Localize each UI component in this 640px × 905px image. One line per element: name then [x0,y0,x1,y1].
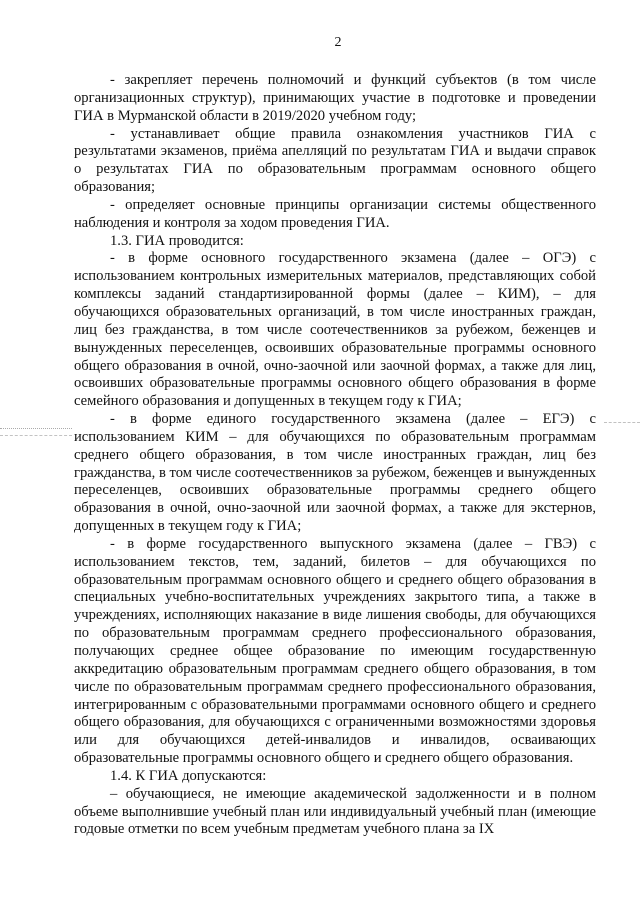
paragraph-ege: - в форме единого государственного экзамена (далее – ЕГЭ) с использованием КИМ – для обучающихся по образовательным программам среднего общего образования, в том числе иностранных граждан, лиц без гражданства, в том числе соотечественников за рубежом, беженцев и вынужденных переселенцев, освоивших образовательные программы среднего общего образования в очной, очно-заочной или заочной формах, а также для экстернов, допущенных в текущем году к ГИА; [74,411,596,535]
section-heading-1-4: 1.4. К ГИА допускаются: [110,767,267,784]
paragraph-observation-principles: - определяет основные принципы организации системы общественного наблюдения и контроля за ходом проведения ГИА. [74,196,596,231]
scan-artifact-left [0,428,72,436]
paragraph-gve: - в форме государственного выпускного экзамена (далее – ГВЭ) с использованием текстов, тем, заданий, билетов – для обучающихся по образовательным программам основного общего и среднего общего образования в специальных учебно-воспитательных учреждениях закрытого типа, а также в учреждениях, исполняющих наказание в виде лишения свободы, для обучающихся по образовательным программам среднего профессионального образования, получающих среднее общее образование по имеющим государственную аккредитацию образовательным программам среднего общего образования, в том числе по образовательным программам среднего профессионального образования, интегрированным с образовательными программами основного общего и среднего общего образования, для обучающихся с ограниченными возможностями здоровья или для обучающихся детей-инвалидов и инвалидов, осваивающих образовательные программы основного общего и среднего общего образования. [74,535,596,767]
paragraph-admission: – обучающиеся, не имеющие академической задолженности и в полном объеме выполнившие учебный план или индивидуальный учебный план (имеющие годовые отметки по всем учебным предметам учебного плана за IX [74,785,596,838]
paragraph-oge: - в форме основного государственного экзамена (далее – ОГЭ) с использованием контрольных измерительных материалов, представляющих собой комплексы заданий стандартизированной формы (далее – КИМ), – для обучающихся образовательных организаций, в том числе иностранных граждан, лиц без гражданства, в том числе соотечественников за рубежом, беженцев и вынужденных переселенцев, освоивших образовательные программы основного общего образования в очной, очно-заочной или заочной формах, а также для лиц, освоивших образовательные программы основного общего образования в форме семейного образования и допущенных в текущем году к ГИА; [74,250,596,410]
paragraph-familiarization-rules: - устанавливает общие правила ознакомления участников ГИА с результатами экзаменов, приёма апелляций по результатам ГИА и выдачи справок о результатах ГИА по образовательным программам основного общего образования; [74,125,596,196]
scan-artifact-right [604,422,640,427]
page-number: 2 [334,35,342,50]
document-body [74,72,596,839]
section-heading-1-3: 1.3. ГИА проводится: [110,232,244,249]
paragraph-powers-list: - закрепляет перечень полномочий и функций субъектов (в том числе организационных структур), принимающих участие в подготовке и проведении ГИА в Мурманской области в 2019/2020 учебном году; [74,72,596,124]
